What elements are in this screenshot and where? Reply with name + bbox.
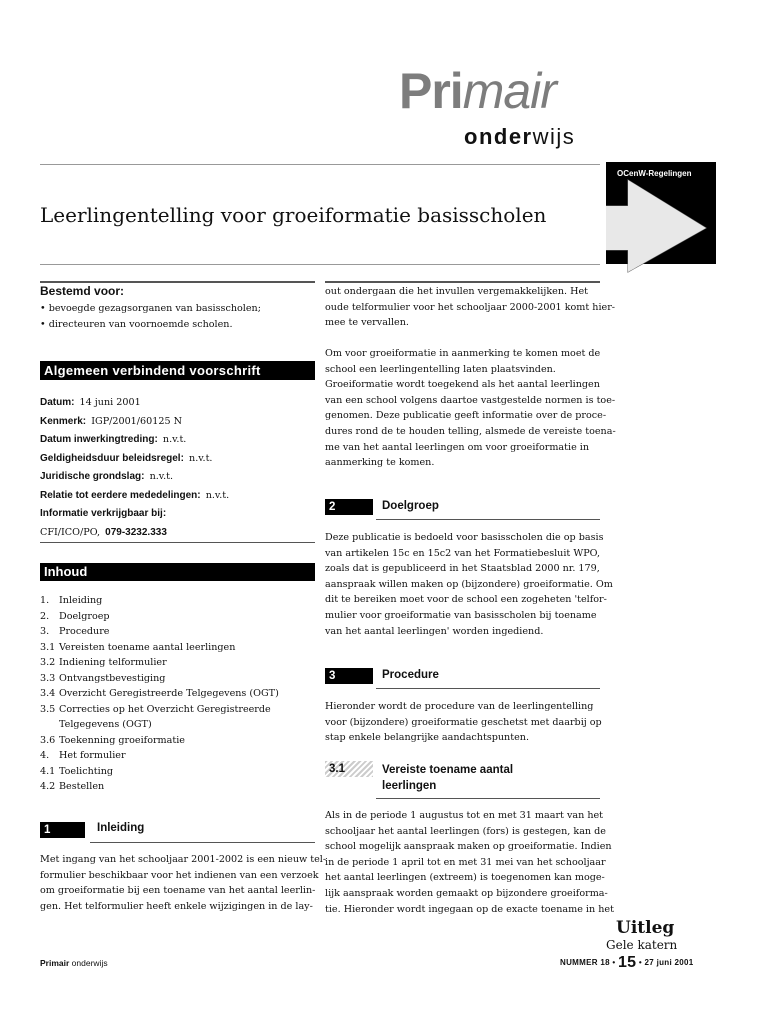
toc-item[interactable]: 3.4 Overzicht Geregistreerde Telgegevens (OGT) xyxy=(40,688,279,699)
brand-primair: Primair xyxy=(399,63,556,119)
footer-issue: NUMMER 18 • 15 • 27 juni 2001 xyxy=(560,954,694,971)
toename-paragraph: Als in de periode 1 augustus tot en met 31 maart van het schooljaar het aantal leerlingen (fors) is gestegen, kan de school mogelijk aanspraak maken op groeiformatie. Indien in de periode 1 april tot en met 31 mei van het schooljaar het aantal leerlingen (extreem) is toegenomen kan moge- lijk aanspraak worden gemaakt op bijzondere groeiforma- tie. Hieronder wordt ingegaan op de exacte toename in het xyxy=(325,810,614,915)
regelingen-label: OCenW-Regelingen xyxy=(617,169,692,178)
section-rule xyxy=(376,688,600,689)
toc-item[interactable]: 3.5 Correcties op het Overzicht Geregistreerde xyxy=(40,703,271,715)
gele-katern: Gele katern xyxy=(606,938,678,952)
avv-row: Juridische grondslag: n.v.t. xyxy=(40,471,174,482)
toc-item[interactable]: 2. Doelgroep xyxy=(40,610,110,622)
page-title: Leerlingentelling voor groeiformatie basisscholen xyxy=(40,203,547,227)
section-heading: Vereiste toename aantal leerlingen xyxy=(382,764,514,792)
toc-item[interactable]: 3.2 Indiening telformulier xyxy=(40,657,167,668)
section-heading: Doelgroep xyxy=(382,500,439,512)
uitleg-logo: Uitleg xyxy=(616,918,675,938)
avv-bar: Algemeen verbindend voorschrift xyxy=(40,361,315,380)
page-number: 15 xyxy=(617,954,637,971)
section-rule xyxy=(376,798,600,799)
toc-item[interactable]: 3.1 Vereisten toename aantal leerlingen xyxy=(40,641,236,653)
avv-contact: CFI/ICO/PO, 079-3232.333 xyxy=(40,526,167,538)
intro-paragraph-2: Om voor groeiformatie in aanmerking te komen moet de school een leerlingentelling laten plaatsvinden. Groeiformatie wordt toegekend als het aantal leerlingen van een school volgens daartoe vastgestelde normen is toe- genomen. Deze publicatie geeft informatie over de proce- dures rond de te houden telling, alsmede de vereiste toena- me van het aantal leerlingen om voor groeiformatie in aanmerking te komen. xyxy=(325,348,616,469)
bestemd-heading: Bestemd voor: xyxy=(40,284,125,298)
header-rule xyxy=(40,164,600,165)
section-heading: Inleiding xyxy=(97,822,145,834)
toc-item[interactable]: 4. Het formulier xyxy=(40,750,126,761)
avv-details xyxy=(40,392,229,540)
inhoud-rule xyxy=(40,542,315,543)
brand-onderwijs: onderwijs xyxy=(464,124,576,149)
section-heading: Procedure xyxy=(382,669,439,681)
contact-phone: 079-3232.333 xyxy=(105,526,167,538)
toc-item[interactable]: 1. Inleiding xyxy=(40,595,103,606)
footer-publication: Primair onderwijs xyxy=(40,958,108,968)
arrow-right-icon xyxy=(606,176,716,276)
procedure-paragraph: Hieronder wordt de procedure van de leerlingentelling voor (bijzondere) groeiformatie geschetst met daarbij op stap enkele belangrijke aandachtspunten. xyxy=(325,701,602,744)
toc-item[interactable]: 3.6 Toekenning groeiformatie xyxy=(40,734,185,746)
section-number: 3 xyxy=(325,668,373,684)
section-number: 1 xyxy=(40,822,85,838)
bestemd-list xyxy=(40,301,261,332)
avv-row: Datum: 14 juni 2001 xyxy=(40,397,141,408)
intro-paragraph-1: out ondergaan die het invullen vergemakkelijken. Het oude telformulier voor het schooljaar 2000-2001 komt hier- mee te vervallen. xyxy=(325,286,616,329)
section-rule xyxy=(376,519,600,520)
avv-row: Geldigheidsduur beleidsregel: n.v.t. xyxy=(40,452,213,464)
list-item: • bevoegde gezagsorganen van basisscholen; xyxy=(40,301,261,317)
toc-item[interactable]: 3.3 Ontvangstbevestiging xyxy=(40,672,166,684)
toc-item[interactable]: Telgegevens (OGT) xyxy=(59,719,152,730)
right-col-rule xyxy=(325,281,600,283)
inhoud-bar: Inhoud xyxy=(40,563,315,581)
toc-item[interactable]: 4.1 Toelichting xyxy=(40,765,114,777)
title-rule xyxy=(40,264,600,265)
avv-row: Relatie tot eerdere mededelingen: n.v.t. xyxy=(40,489,230,501)
avv-row: Datum inwerkingtreding: n.v.t. xyxy=(40,434,187,445)
list-item: • directeuren van voornoemde scholen. xyxy=(40,317,261,333)
section-rule xyxy=(90,842,315,843)
toc-item[interactable]: 3. Procedure xyxy=(40,626,110,637)
toc-item[interactable]: 4.2 Bestellen xyxy=(40,781,105,792)
section-number: 2 xyxy=(325,499,373,515)
avv-row: Informatie verkrijgbaar bij: xyxy=(40,508,167,519)
bestemd-rule xyxy=(40,281,315,283)
doelgroep-paragraph: Deze publicatie is bedoeld voor basisscholen die op basis van artikelen 15c en 15c2 van het Formatiebesluit WPO, zoals dat is gepubliceerd in het Staatsblad 2000 nr. 179, aanspraak willen maken op (bijzondere) groeiformatie. Om dit te bereiken moet voor de school een zogeheten 'telfor- mulier voor groeiformatie van basisscholen bij toename van het aantal leerlingen' worden ingediend. xyxy=(325,532,613,637)
inleiding-paragraph: Met ingang van het schooljaar 2001-2002 is een nieuw tel- formulier beschikbaar voor het indienen van een verzoek om groeiformatie bij een toename van het aantal leerlin- gen. Het telformulier heeft enkele wijzigingen in de lay- xyxy=(40,854,327,912)
section-number: 3.1 xyxy=(325,761,373,777)
avv-row: Kenmerk: IGP/2001/60125 N xyxy=(40,415,182,427)
